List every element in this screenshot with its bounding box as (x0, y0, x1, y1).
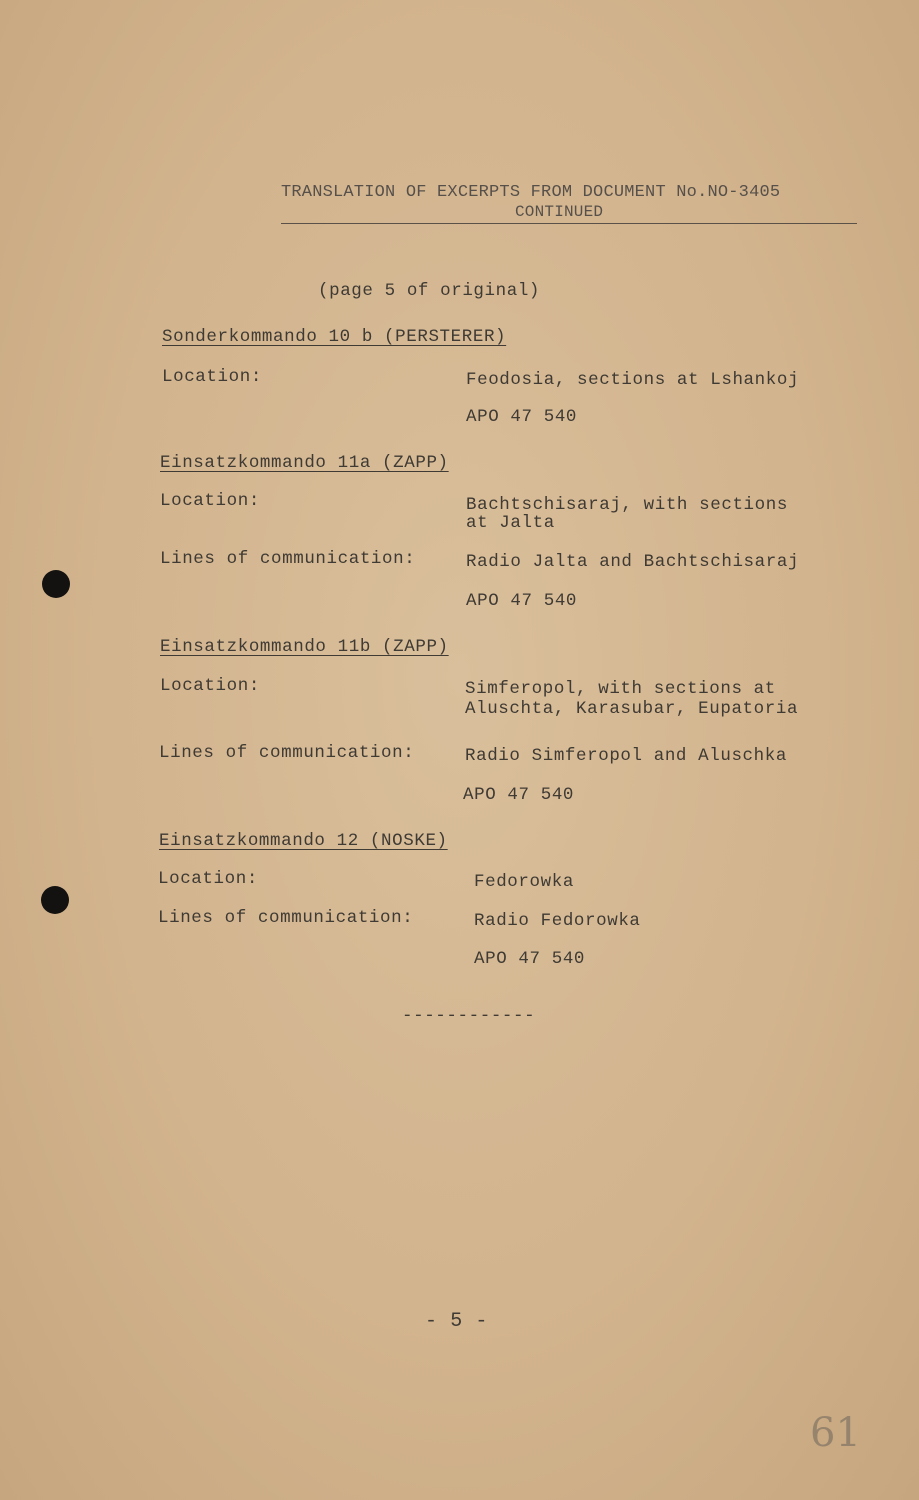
location-value-line1: Simferopol, with sections at (465, 679, 776, 699)
punch-hole (42, 570, 70, 598)
lines-of-communication-value: Radio Jalta and Bachtschisaraj (466, 552, 800, 572)
location-value: Fedorowka (474, 872, 574, 892)
lines-of-communication-value: Radio Fedorowka (474, 911, 641, 931)
handwritten-page-mark: 61 (810, 1410, 861, 1456)
page-reference: (page 5 of original) (318, 281, 541, 301)
section-heading-ek12: Einsatzkommando 12 (NOSKE) (159, 831, 448, 851)
lines-of-communication-value: Radio Simferopol and Aluschka (465, 746, 787, 766)
end-separator: ------------ (402, 1006, 536, 1026)
section-heading-ek11b: Einsatzkommando 11b (ZAPP) (160, 637, 449, 657)
section-heading-ek11a: Einsatzkommando 11a (ZAPP) (160, 453, 449, 473)
location-label: Location: (162, 367, 262, 387)
lines-of-communication-label: Lines of communication: (158, 908, 414, 928)
location-value-line2: Aluschta, Karasubar, Eupatoria (465, 699, 799, 719)
page-number: - 5 - (425, 1310, 489, 1333)
document-title: TRANSLATION OF EXCERPTS FROM DOCUMENT No.NO-3405 (281, 183, 781, 202)
title-rule (281, 223, 857, 224)
location-label: Location: (160, 676, 260, 696)
location-label: Location: (158, 869, 258, 889)
apo-number: APO 47 540 (474, 949, 586, 969)
lines-of-communication-label: Lines of communication: (159, 743, 415, 763)
punch-hole (41, 886, 69, 914)
lines-of-communication-label: Lines of communication: (160, 549, 416, 569)
location-label: Location: (160, 491, 260, 511)
section-heading-sk10b: Sonderkommando 10 b (PERSTERER) (162, 327, 507, 347)
apo-number: APO 47 540 (466, 591, 578, 611)
document-title-continued: CONTINUED (515, 203, 604, 221)
apo-number: APO 47 540 (466, 407, 578, 427)
location-value-line1: Bachtschisaraj, with sections (466, 495, 788, 515)
apo-number: APO 47 540 (463, 785, 575, 805)
location-value-line2: at Jalta (466, 513, 555, 533)
location-value: Feodosia, sections at Lshankoj (466, 370, 800, 390)
